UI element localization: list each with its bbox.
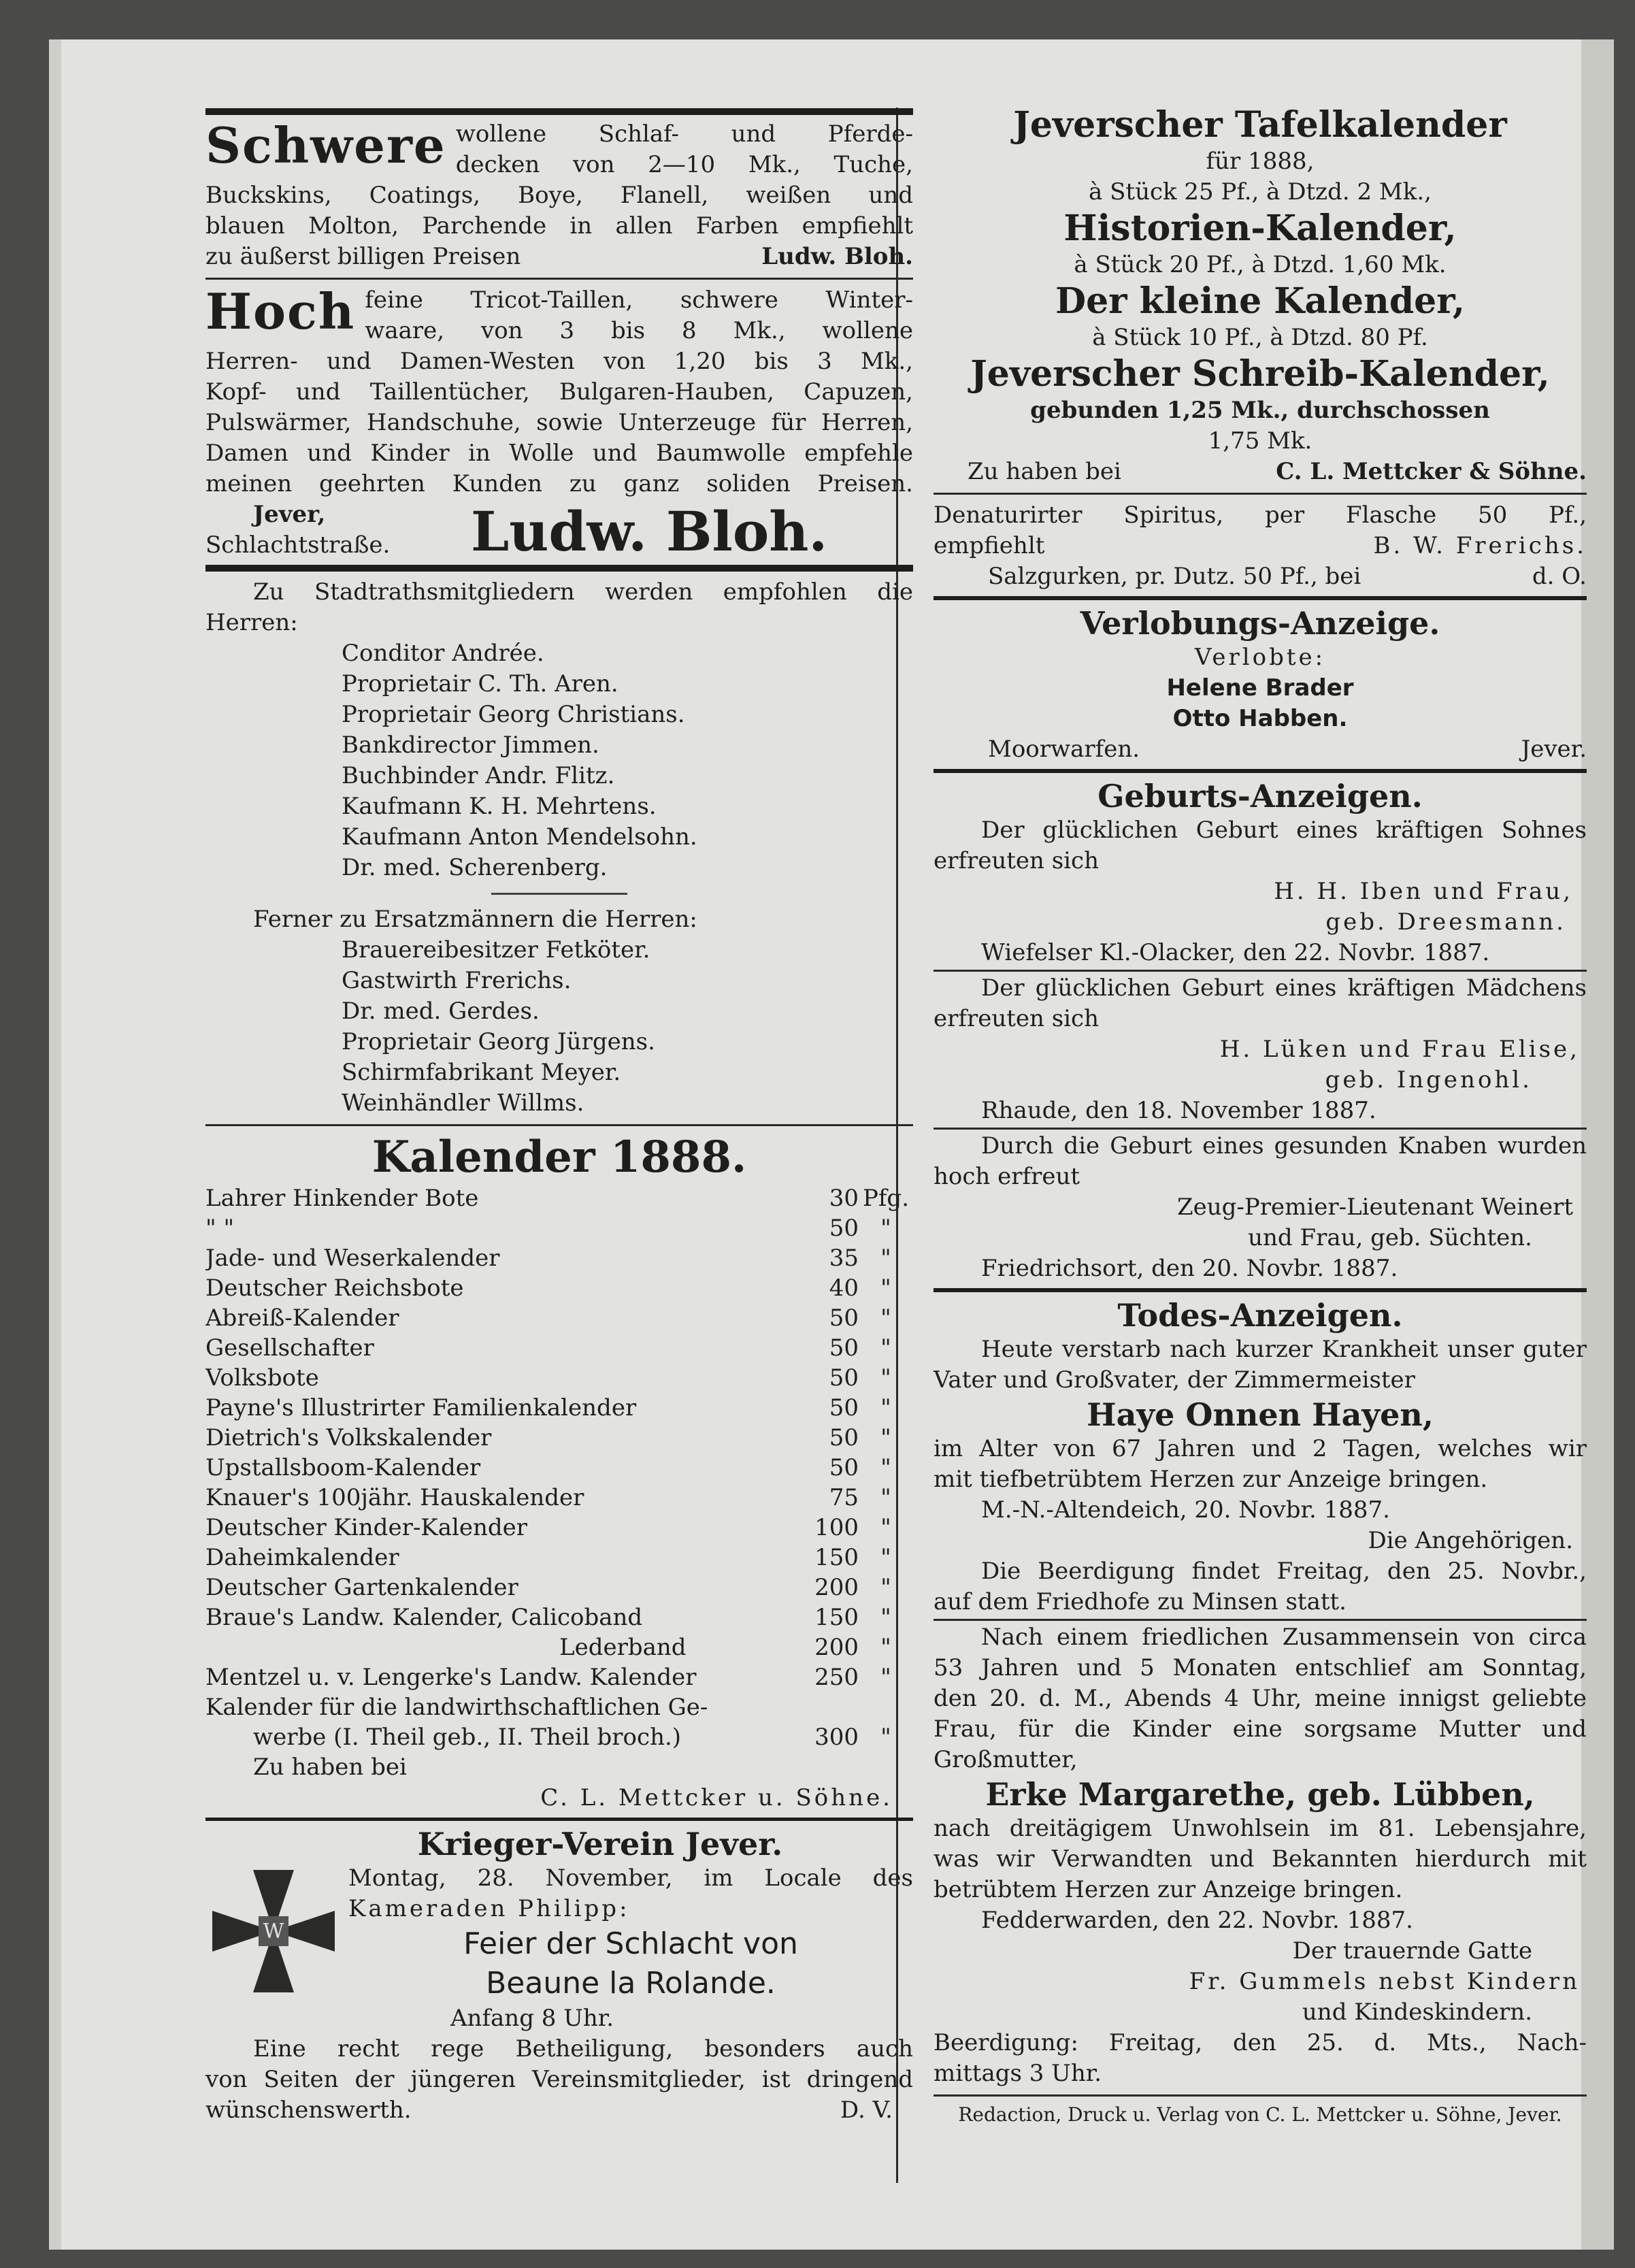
krieger-line: von Seiten der jüngeren Vereinsmitglieder, ist dringend: [205, 2066, 913, 2093]
kalender-item-name: Lederband: [559, 1634, 687, 1661]
kalender-item-unit: ": [880, 1364, 891, 1392]
geburt-place: Friedrichsort, den 20. Novbr. 1887.: [981, 1255, 1398, 1282]
spiritus-seller: d. O.: [1532, 563, 1587, 590]
spiritus-ad: [934, 500, 1587, 592]
ad-line: Herren- und Damen-Westen von 1,20 bis 3 Mk.,: [205, 348, 913, 375]
candidate-name: Dr. med. Gerdes.: [342, 998, 540, 1025]
kalender-item-price: 200: [814, 1634, 859, 1661]
kalender-item-name: Dietrich's Volkskalender: [205, 1424, 492, 1451]
kalender-item: [205, 1603, 913, 1632]
kalender-item-unit: ": [880, 1664, 891, 1691]
kalender-item-unit: ": [880, 1454, 891, 1481]
geburt-line: Durch die Geburt eines gesunden Knaben wurden: [981, 1132, 1587, 1160]
ad-line: meinen geehrten Kunden zu ganz soliden Preisen.: [205, 470, 913, 497]
geburt-line: erfreuten sich: [934, 847, 1099, 874]
scan-edge-left: [49, 39, 61, 2250]
kalender-item-price: 75: [829, 1484, 859, 1511]
kalender-item-name: Kalender für die landwirthschaftlichen Ge-: [205, 1694, 708, 1721]
kalender-item-name: Abreiß-Kalender: [205, 1304, 399, 1332]
candidate-name: Proprietair Georg Jürgens.: [342, 1028, 655, 1055]
ad-line: zu äußerst billigen Preisen: [205, 243, 521, 270]
todes-title: Todes-Anzeigen.: [1117, 1297, 1403, 1334]
schreib-title: Jeverscher Schreib-Kalender,: [970, 353, 1550, 395]
todes-sign: Die Angehörigen.: [1368, 1527, 1573, 1554]
spiritus-line: Salzgurken, pr. Dutz. 50 Pf., bei: [988, 563, 1361, 590]
todes-line: mittags 3 Uhr.: [934, 2060, 1102, 2087]
ad-signature: Ludw. Bloh.: [761, 243, 913, 270]
kalender-item-unit: ": [880, 1544, 891, 1571]
kalender-item-name: Braue's Landw. Kalender, Calicoband: [205, 1604, 643, 1631]
todes-line: Die Beerdigung findet Freitag, den 25. Novbr.,: [981, 1558, 1587, 1585]
geburt-place: Rhaude, den 18. November 1887.: [981, 1097, 1376, 1124]
rule: [491, 893, 627, 895]
rule: [934, 970, 1587, 972]
kalender-item-name: Deutscher Kinder-Kalender: [205, 1514, 528, 1541]
rule: [205, 108, 913, 115]
left-column: [205, 104, 913, 2126]
spiritus-line: Denaturirter Spiritus, per Flasche 50 Pf.,: [934, 502, 1587, 529]
kalender-item-price: 200: [814, 1574, 859, 1601]
kalender-item-name: Lahrer Hinkender Bote: [205, 1185, 479, 1212]
kalender-item-price: 50: [829, 1424, 859, 1451]
kalender-item: [205, 1243, 913, 1273]
ad-place: Schlachtstraße.: [205, 531, 391, 559]
kalender-item-name: Volksbote: [205, 1364, 319, 1392]
todes-line: Frau, für die Kinder eine sorgsame Mutter und: [934, 1715, 1587, 1743]
kalender-item-name: Jade- und Weserkalender: [205, 1245, 500, 1272]
krieger-title: Krieger-Verein Jever.: [417, 1826, 783, 1862]
kalender-ad: [205, 1132, 913, 1813]
iron-cross-icon: [205, 1863, 342, 1999]
spiritus-line: empfiehlt: [934, 532, 1045, 559]
stadtrath-notice: [205, 577, 913, 1119]
rule: [205, 278, 913, 280]
kalender-item: [205, 1573, 913, 1603]
todes-line: Beerdigung: Freitag, den 25. d. Mts., Nach-: [934, 2029, 1587, 2056]
candidate-name: Proprietair C. Th. Aren.: [342, 670, 618, 697]
ad-signature: Ludw. Bloh.: [471, 499, 828, 563]
geburt-title: Geburts-Anzeigen.: [1097, 778, 1423, 815]
rule: [205, 565, 913, 572]
ad-hoch: [205, 282, 913, 563]
tafel-title: Jeverscher Tafelkalender: [1013, 104, 1507, 146]
kalender-item: [205, 1393, 913, 1423]
candidate-name: Schirmfabrikant Meyer.: [342, 1059, 621, 1086]
kalender-item-name: Mentzel u. v. Lengerke's Landw. Kalender: [205, 1664, 697, 1691]
geburt-name: H. Lüken und Frau Elise,: [1219, 1036, 1580, 1063]
kalender-item-price: 150: [814, 1604, 859, 1631]
geburt-line: erfreuten sich: [934, 1005, 1099, 1032]
kalender-list: [205, 1183, 913, 1692]
kalender-item-name: " ": [205, 1215, 235, 1242]
event-start: Anfang 8 Uhr.: [450, 2005, 614, 2032]
ad-line: decken von 2—10 Mk., Tuche,: [455, 151, 913, 178]
candidate-name: Proprietair Georg Christians.: [342, 701, 685, 728]
kalender-item-price: 150: [814, 1544, 859, 1571]
kalender-item: [205, 1423, 913, 1453]
candidate-name: Kaufmann Anton Mendelsohn.: [342, 823, 697, 851]
kalender-item: [205, 1273, 913, 1303]
kalender-item-price: 35: [829, 1245, 859, 1272]
verlobung-place: Moorwarfen.: [988, 736, 1140, 763]
kalender-item-price: 300: [814, 1724, 859, 1751]
kalender-item-unit: ": [880, 1424, 891, 1451]
deceased-name: Haye Onnen Hayen,: [1087, 1396, 1434, 1433]
krieger-verein-ad: [205, 1825, 913, 2126]
kalender-item-unit: ": [880, 1724, 891, 1751]
kalender-item-unit: ": [880, 1394, 891, 1421]
kalender-item-unit: ": [880, 1604, 891, 1631]
ad-line: Kopf- und Taillentücher, Bulgaren-Hauben, Capuzen,: [205, 378, 913, 406]
notice-line: Herren:: [205, 609, 298, 636]
rule: [934, 493, 1587, 495]
kalender-item-price: 50: [829, 1394, 859, 1421]
kalender-item-price: 50: [829, 1454, 859, 1481]
todes-line: Nach einem friedlichen Zusammensein von circa: [981, 1624, 1587, 1651]
krieger-sign: D. V.: [840, 2097, 893, 2124]
historien-line: à Stück 20 Pf., à Dtzd. 1,60 Mk.: [1074, 251, 1447, 278]
kalender-item: [205, 1543, 913, 1573]
kalender-item-name: Knauer's 100jähr. Hauskalender: [205, 1484, 584, 1511]
kalender-item-unit: ": [880, 1334, 891, 1362]
imprint-footer: Redaction, Druck u. Verlag von C. L. Mettcker u. Söhne, Jever.: [958, 2103, 1562, 2126]
candidate-name: Conditor Andrée.: [342, 640, 544, 667]
kleine-line: à Stück 10 Pf., à Dtzd. 80 Pf.: [1092, 324, 1428, 351]
ad-place: Jever,: [253, 501, 326, 528]
geburt-ads: [934, 777, 1587, 1284]
kalender-item-name: Deutscher Reichsbote: [205, 1275, 464, 1302]
kalender-item-price: 100: [814, 1514, 859, 1541]
kalender-item-unit: ": [880, 1215, 891, 1242]
zu-haben: Zu haben bei: [968, 458, 1121, 485]
tafel-line: à Stück 25 Pf., à Dtzd. 2 Mk.,: [1089, 178, 1432, 206]
geburt-name: Zeug-Premier-Lieutenant Weinert: [1176, 1194, 1573, 1221]
krieger-line: Montag, 28. November, im Locale des: [348, 1864, 913, 1892]
geburt-name: H. H. Iben und Frau,: [1274, 878, 1573, 905]
notice-line: Zu Stadtrathsmitgliedern werden empfohlen die: [253, 578, 913, 606]
newspaper-page: [49, 39, 1614, 2250]
ad-line: Pulswärmer, Handschuhe, sowie Unterzeuge für Herren,: [205, 409, 913, 436]
kalender-item-unit: ": [880, 1574, 891, 1601]
candidate-name: Kaufmann K. H. Mehrtens.: [342, 793, 657, 820]
kalender-item-name: Payne's Illustrirter Familienkalender: [205, 1394, 637, 1421]
rule: [934, 2094, 1587, 2097]
kalender-item-price: 50: [829, 1334, 859, 1362]
ad-line: Damen und Kinder in Wolle und Baumwolle empfehle: [205, 440, 913, 467]
ad-headline: Schwere: [205, 116, 446, 174]
verlobung-place: Jever.: [1521, 736, 1587, 763]
ad-schwere: [205, 116, 913, 272]
candidate-name: Bankdirector Jimmen.: [342, 732, 599, 759]
schreib-line: 1,75 Mk.: [1208, 427, 1312, 455]
todes-place: M.-N.-Altendeich, 20. Novbr. 1887.: [981, 1496, 1390, 1524]
event-title: Feier der Schlacht von: [463, 1926, 798, 1961]
todes-sign: und Kindeskindern.: [1302, 1999, 1532, 2026]
kalender-item: [205, 1363, 913, 1393]
todes-line: betrübtem Herzen zur Anzeige bringen.: [934, 1876, 1403, 1903]
candidate-name: Weinhändler Willms.: [342, 1089, 584, 1117]
todes-ads: [934, 1296, 1587, 2089]
kalender-item: [205, 1303, 913, 1333]
rule: [934, 769, 1587, 773]
kalender-item: [205, 1183, 913, 1213]
kalender-item-unit: ": [880, 1634, 891, 1661]
todes-line: was wir Verwandten und Bekannten hierdurch mit: [934, 1845, 1587, 1873]
verlobung-name: Helene Brader: [1166, 674, 1354, 702]
todes-line: nach dreitägigem Unwohlsein im 81. Lebensjahre,: [934, 1815, 1587, 1842]
geburt-line: hoch erfreut: [934, 1163, 1080, 1190]
candidate-name: Gastwirth Frerichs.: [342, 967, 572, 994]
todes-line: mit tiefbetrübtem Herzen zur Anzeige bringen.: [934, 1466, 1488, 1493]
kalender-item-unit: ": [880, 1304, 891, 1332]
tafel-line: für 1888,: [1206, 148, 1315, 175]
todes-place: Fedderwarden, den 22. Novbr. 1887.: [981, 1907, 1413, 1934]
verlobung-ad: [934, 604, 1587, 765]
verlobung-name: Otto Habben.: [1172, 705, 1348, 732]
zu-haben: Zu haben bei: [253, 1754, 407, 1781]
rule: [934, 1288, 1587, 1292]
historien-title: Historien-Kalender,: [1063, 208, 1457, 249]
verlobung-sub: Verlobte:: [1194, 644, 1326, 671]
todes-line: 53 Jahren und 5 Monaten entschlief am Sonntag,: [934, 1654, 1587, 1681]
geburt-place: Wiefelser Kl.-Olacker, den 22. Novbr. 1887.: [981, 939, 1490, 966]
krieger-line: wünschenswerth.: [205, 2097, 412, 2124]
candidate-name: Dr. med. Scherenberg.: [342, 854, 608, 881]
kalender-item-name: Gesellschafter: [205, 1334, 374, 1362]
seller: C. L. Mettcker & Söhne.: [1276, 458, 1587, 485]
kalender-item-name: Upstallsboom-Kalender: [205, 1454, 481, 1481]
rule: [934, 1128, 1587, 1130]
spiritus-seller: B. W. Frerichs.: [1373, 532, 1587, 559]
kalender-item: [205, 1632, 913, 1662]
kalender-item-unit: ": [880, 1484, 891, 1511]
schreib-line: gebunden 1,25 Mk., durchschossen: [1030, 397, 1490, 424]
ad-line: waare, von 3 bis 8 Mk., wollene: [365, 317, 913, 344]
geburt-name: geb. Ingenohl.: [1325, 1066, 1532, 1094]
kalender-title: Kalender 1888.: [371, 1132, 747, 1183]
event-title: Beaune la Rolande.: [486, 1966, 776, 2001]
candidate-name: Brauereibesitzer Fetköter.: [342, 936, 650, 964]
kalender-item-name: Daheimkalender: [205, 1544, 399, 1571]
kalender-item: [205, 1453, 913, 1483]
rule: [205, 1124, 913, 1126]
kalender-item: [205, 1333, 913, 1363]
geburt-line: Der glücklichen Geburt eines kräftigen Sohnes: [981, 817, 1587, 844]
geburt-name: geb. Dreesmann.: [1325, 908, 1566, 936]
kleine-title: Der kleine Kalender,: [1055, 280, 1465, 322]
kalender-item-price: 30: [829, 1185, 859, 1212]
kalender-item-price: 50: [829, 1215, 859, 1242]
rule: [934, 1619, 1587, 1621]
todes-line: Heute verstarb nach kurzer Krankheit unser guter: [981, 1336, 1587, 1363]
kalender-item-price: 50: [829, 1304, 859, 1332]
kalender-item-unit: Pfg.: [862, 1185, 910, 1212]
deceased-name: Erke Margarethe, geb. Lübben,: [985, 1776, 1535, 1813]
ad-line: Buckskins, Coatings, Boye, Flanell, weißen und: [205, 182, 913, 209]
todes-sign: Der trauernde Gatte: [1292, 1937, 1532, 1965]
krieger-line: Kameraden Philipp:: [348, 1895, 630, 1922]
todes-line: im Alter von 67 Jahren und 2 Tagen, welches wir: [934, 1435, 1587, 1462]
notice-line: Ferner zu Ersatzmännern die Herren:: [253, 906, 697, 933]
right-column: [934, 104, 1587, 2128]
kalender-item: [205, 1662, 913, 1692]
rule: [205, 1818, 913, 1821]
kalender-item-price: 50: [829, 1364, 859, 1392]
kalender-item: [205, 1213, 913, 1243]
ad-line: blauen Molton, Parchende in allen Farben empfiehlt: [205, 212, 913, 240]
ad-headline: Hoch: [205, 282, 356, 340]
todes-sign: Fr. Gummels nebst Kindern: [1189, 1968, 1580, 1995]
todes-line: den 20. d. M., Abends 4 Uhr, meine innigst geliebte: [934, 1685, 1587, 1712]
svg-text:W: W: [263, 1920, 284, 1943]
candidate-name: Buchbinder Andr. Flitz.: [342, 762, 615, 789]
ad-line: feine Tricot-Taillen, schwere Winter-: [365, 286, 913, 314]
kalender-item: [205, 1513, 913, 1543]
rule: [934, 596, 1587, 600]
ad-line: wollene Schlaf- und Pferde-: [455, 120, 913, 148]
kalender-item-name: werbe (I. Theil geb., II. Theil broch.): [253, 1724, 682, 1751]
krieger-line: Eine recht rege Betheiligung, besonders auch: [253, 2035, 913, 2062]
todes-line: Großmutter,: [934, 1746, 1078, 1773]
kalender-item-unit: ": [880, 1275, 891, 1302]
kalender-item-unit: ": [880, 1514, 891, 1541]
geburt-name: und Frau, geb. Süchten.: [1248, 1224, 1532, 1251]
kalender-ad-right: [934, 104, 1587, 487]
seller: C. L. Mettcker u. Söhne.: [540, 1784, 893, 1811]
kalender-item-price: 40: [829, 1275, 859, 1302]
geburt-line: Der glücklichen Geburt eines kräftigen Mädchens: [981, 974, 1587, 1002]
verlobung-title: Verlobungs-Anzeige.: [1080, 605, 1440, 642]
todes-line: Vater und Großvater, der Zimmermeister: [934, 1366, 1415, 1394]
kalender-item-price: 250: [814, 1664, 859, 1691]
todes-line: auf dem Friedhofe zu Minsen statt.: [934, 1588, 1347, 1615]
kalender-item: [205, 1483, 913, 1513]
kalender-item-unit: ": [880, 1245, 891, 1272]
kalender-item-name: Deutscher Gartenkalender: [205, 1574, 518, 1601]
